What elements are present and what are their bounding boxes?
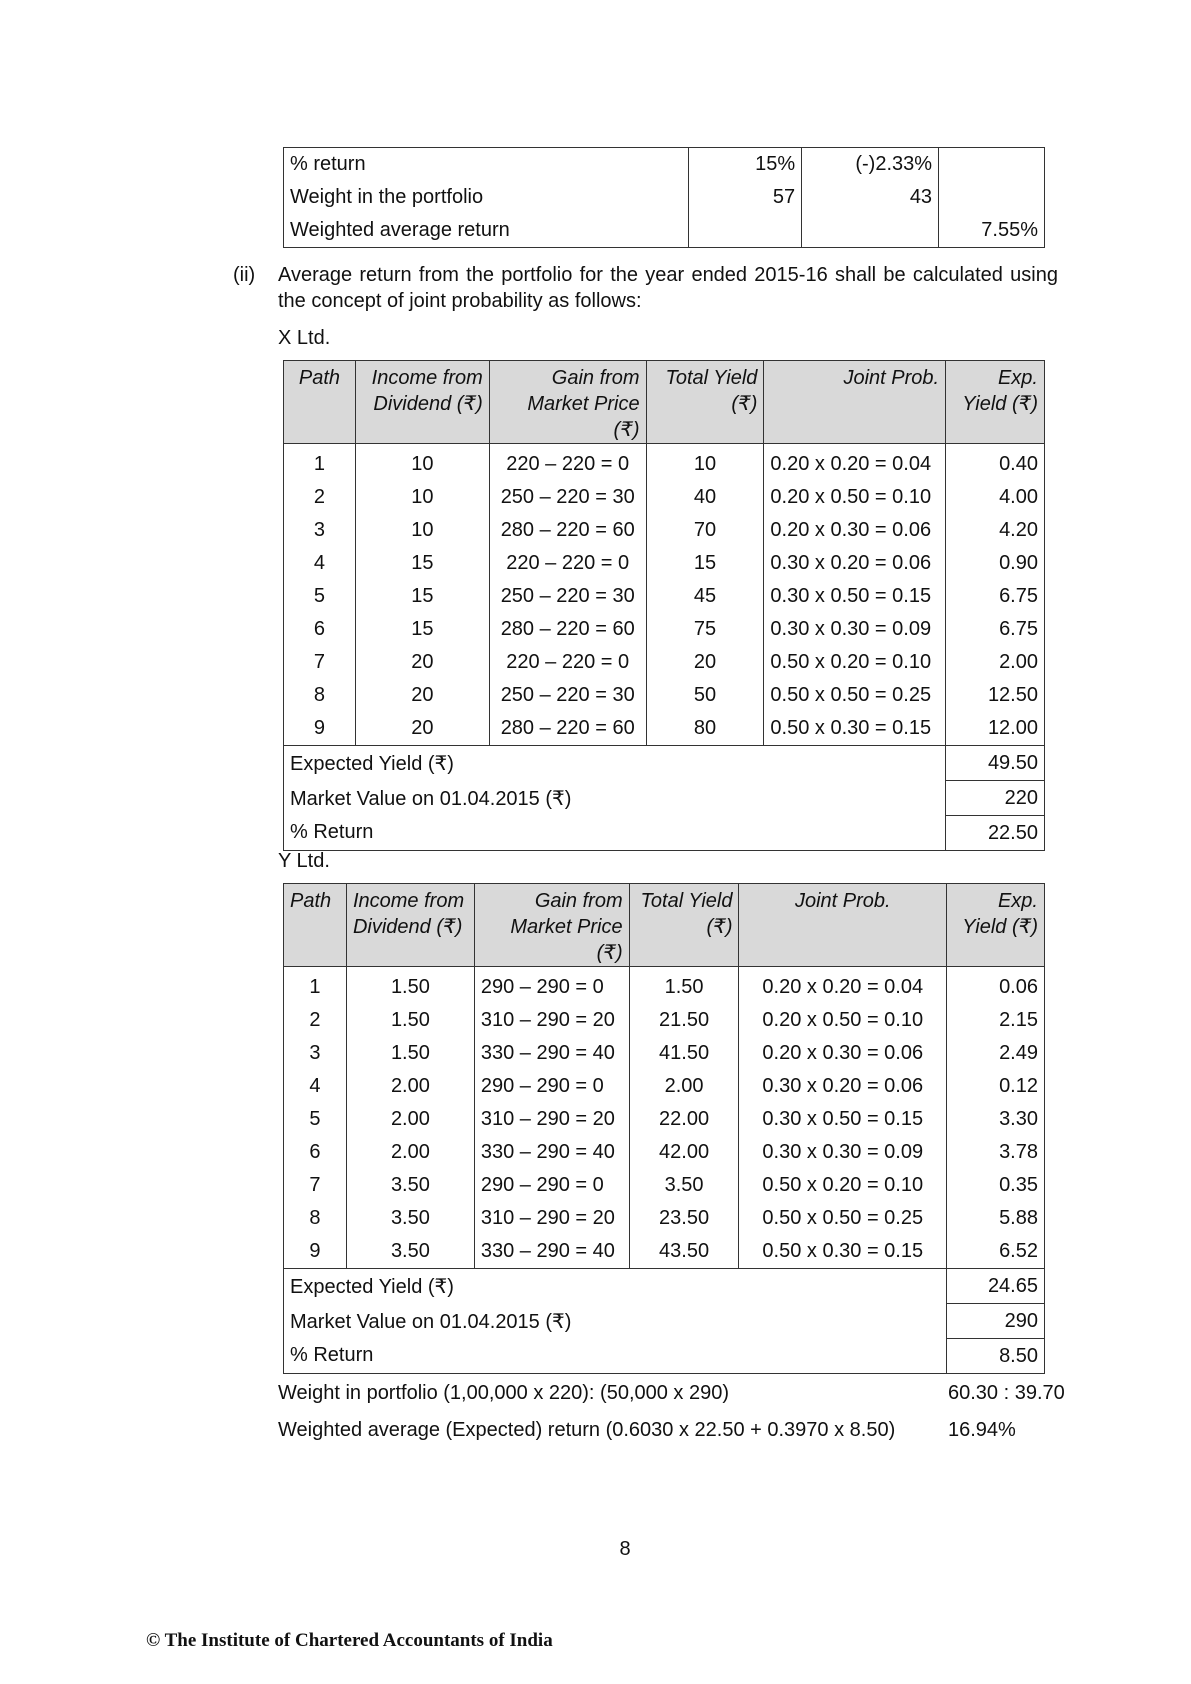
- x-cell: 250 – 220 = 30: [489, 481, 646, 514]
- y-cell: 0.50 x 0.20 = 0.10: [739, 1169, 947, 1202]
- y-ltd-row: [284, 1037, 1045, 1070]
- x-cell: 20: [355, 679, 489, 712]
- y-col-dividend: Income from Dividend (₹): [346, 884, 474, 967]
- y-ltd-row: [284, 1202, 1045, 1235]
- x-cell: 250 – 220 = 30: [489, 679, 646, 712]
- y-cell: 3.50: [346, 1202, 474, 1235]
- y-summary-label: Expected Yield (₹): [284, 1269, 947, 1304]
- x-cell: 40: [646, 481, 764, 514]
- portfolio-cell-label: Weight in the portfolio: [284, 181, 689, 214]
- x-cell: 280 – 220 = 60: [489, 514, 646, 547]
- y-cell: 3.78: [947, 1136, 1045, 1169]
- portfolio-cell-y: 43: [802, 181, 939, 214]
- x-cell: 4.20: [946, 514, 1045, 547]
- x-ltd-summary-row: [284, 816, 1045, 851]
- y-cell: 0.20 x 0.50 = 0.10: [739, 1004, 947, 1037]
- weighted-return-label: Weighted average (Expected) return (0.6030 x 22.50 + 0.3970 x 8.50): [278, 1419, 896, 1441]
- x-ltd-row: [284, 613, 1045, 646]
- y-cell: 2.00: [346, 1136, 474, 1169]
- x-col-dividend: Income from Dividend (₹): [355, 361, 489, 444]
- x-cell: 220 – 220 = 0: [489, 547, 646, 580]
- portfolio-cell-total: [939, 148, 1045, 182]
- weight-value: 60.30 : 39.70: [948, 1382, 1065, 1404]
- y-cell: 8: [284, 1202, 347, 1235]
- portfolio-return-table: [283, 147, 1045, 248]
- x-summary-label: % Return: [284, 816, 946, 851]
- y-cell: 3.30: [947, 1103, 1045, 1136]
- y-cell: 1.50: [629, 967, 739, 1005]
- y-cell: 6.52: [947, 1235, 1045, 1269]
- y-col-gain: Gain from Market Price (₹): [474, 884, 629, 967]
- y-cell: 21.50: [629, 1004, 739, 1037]
- y-ltd-title: Y Ltd.: [278, 850, 330, 872]
- y-cell: 42.00: [629, 1136, 739, 1169]
- x-cell: 6.75: [946, 613, 1045, 646]
- x-ltd-row: [284, 514, 1045, 547]
- x-summary-value: 220: [946, 781, 1045, 816]
- x-cell: 5: [284, 580, 356, 613]
- y-cell: 290 – 290 = 0: [474, 1169, 629, 1202]
- x-cell: 8: [284, 679, 356, 712]
- x-cell: 15: [355, 547, 489, 580]
- x-summary-value: 22.50: [946, 816, 1045, 851]
- x-cell: 6.75: [946, 580, 1045, 613]
- y-ltd-row: [284, 1235, 1045, 1269]
- section-marker: (ii): [233, 264, 256, 286]
- y-ltd-row: [284, 1070, 1045, 1103]
- y-ltd-table: [283, 883, 1045, 1374]
- x-summary-label: Expected Yield (₹): [284, 746, 946, 781]
- portfolio-cell-y: [802, 214, 939, 248]
- portfolio-cell-total: [939, 181, 1045, 214]
- y-cell: 2.00: [629, 1070, 739, 1103]
- x-ltd-summary-row: [284, 781, 1045, 816]
- x-ltd-row: [284, 646, 1045, 679]
- x-cell: 3: [284, 514, 356, 547]
- y-summary-value: 24.65: [947, 1269, 1045, 1304]
- x-col-path: Path: [284, 361, 356, 444]
- x-cell: 2: [284, 481, 356, 514]
- portfolio-row: [284, 148, 1045, 182]
- y-cell: 0.50 x 0.30 = 0.15: [739, 1235, 947, 1269]
- x-cell: 0.20 x 0.50 = 0.10: [764, 481, 946, 514]
- y-cell: 330 – 290 = 40: [474, 1235, 629, 1269]
- x-ltd-row: [284, 679, 1045, 712]
- portfolio-cell-x: 15%: [689, 148, 802, 182]
- y-ltd-row: [284, 1169, 1045, 1202]
- y-cell: 0.50 x 0.50 = 0.25: [739, 1202, 947, 1235]
- y-col-total: Total Yield (₹): [629, 884, 739, 967]
- x-cell: 7: [284, 646, 356, 679]
- y-cell: 1: [284, 967, 347, 1005]
- x-cell: 280 – 220 = 60: [489, 712, 646, 746]
- y-cell: 3.50: [346, 1235, 474, 1269]
- y-cell: 310 – 290 = 20: [474, 1103, 629, 1136]
- y-ltd-summary-row: [284, 1304, 1045, 1339]
- x-cell: 0.20 x 0.30 = 0.06: [764, 514, 946, 547]
- y-cell: 4: [284, 1070, 347, 1103]
- y-cell: 330 – 290 = 40: [474, 1136, 629, 1169]
- x-ltd-table: [283, 360, 1045, 851]
- x-ltd-row: [284, 712, 1045, 746]
- x-cell: 280 – 220 = 60: [489, 613, 646, 646]
- y-cell: 0.12: [947, 1070, 1045, 1103]
- x-cell: 10: [646, 444, 764, 482]
- x-cell: 0.50 x 0.50 = 0.25: [764, 679, 946, 712]
- x-cell: 15: [355, 613, 489, 646]
- y-cell: 310 – 290 = 20: [474, 1004, 629, 1037]
- y-cell: 5: [284, 1103, 347, 1136]
- x-cell: 1: [284, 444, 356, 482]
- x-summary-value: 49.50: [946, 746, 1045, 781]
- y-cell: 9: [284, 1235, 347, 1269]
- x-col-gain: Gain from Market Price (₹): [489, 361, 646, 444]
- y-ltd-summary-row: [284, 1269, 1045, 1304]
- portfolio-row: [284, 214, 1045, 248]
- x-cell: 4: [284, 547, 356, 580]
- x-cell: 0.50 x 0.20 = 0.10: [764, 646, 946, 679]
- x-cell: 0.90: [946, 547, 1045, 580]
- x-cell: 0.40: [946, 444, 1045, 482]
- x-cell: 10: [355, 481, 489, 514]
- x-cell: 6: [284, 613, 356, 646]
- x-ltd-summary-row: [284, 746, 1045, 781]
- portfolio-cell-y: (-)2.33%: [802, 148, 939, 182]
- y-ltd-summary-row: [284, 1339, 1045, 1374]
- x-col-total: Total Yield (₹): [646, 361, 764, 444]
- x-cell: 20: [355, 712, 489, 746]
- page-number: 8: [619, 1538, 631, 1560]
- y-cell: 0.20 x 0.20 = 0.04: [739, 967, 947, 1005]
- x-cell: 0.30 x 0.30 = 0.09: [764, 613, 946, 646]
- y-cell: 6: [284, 1136, 347, 1169]
- y-cell: 23.50: [629, 1202, 739, 1235]
- x-ltd-row: [284, 481, 1045, 514]
- x-cell: 15: [355, 580, 489, 613]
- x-cell: 10: [355, 514, 489, 547]
- x-cell: 0.50 x 0.30 = 0.15: [764, 712, 946, 746]
- y-summary-label: Market Value on 01.04.2015 (₹): [284, 1304, 947, 1339]
- y-summary-value: 8.50: [947, 1339, 1045, 1374]
- portfolio-cell-total: 7.55%: [939, 214, 1045, 248]
- y-cell: 3: [284, 1037, 347, 1070]
- x-ltd-row: [284, 580, 1045, 613]
- y-cell: 0.30 x 0.50 = 0.15: [739, 1103, 947, 1136]
- x-cell: 0.20 x 0.20 = 0.04: [764, 444, 946, 482]
- y-cell: 0.30 x 0.30 = 0.09: [739, 1136, 947, 1169]
- x-cell: 20: [355, 646, 489, 679]
- x-cell: 0.30 x 0.20 = 0.06: [764, 547, 946, 580]
- x-cell: 10: [355, 444, 489, 482]
- y-col-path: Path: [284, 884, 347, 967]
- y-cell: 290 – 290 = 0: [474, 1070, 629, 1103]
- x-col-exp: Exp. Yield (₹): [946, 361, 1045, 444]
- y-cell: 290 – 290 = 0: [474, 967, 629, 1005]
- y-cell: 43.50: [629, 1235, 739, 1269]
- x-col-joint: Joint Prob.: [764, 361, 946, 444]
- y-summary-value: 290: [947, 1304, 1045, 1339]
- x-cell: 4.00: [946, 481, 1045, 514]
- x-cell: 12.50: [946, 679, 1045, 712]
- y-cell: 2.15: [947, 1004, 1045, 1037]
- x-ltd-title: X Ltd.: [278, 327, 331, 349]
- y-cell: 0.20 x 0.30 = 0.06: [739, 1037, 947, 1070]
- y-col-joint: Joint Prob.: [739, 884, 947, 967]
- portfolio-cell-label: Weighted average return: [284, 214, 689, 248]
- y-cell: 2.00: [346, 1103, 474, 1136]
- x-cell: 0.30 x 0.50 = 0.15: [764, 580, 946, 613]
- y-cell: 7: [284, 1169, 347, 1202]
- x-cell: 75: [646, 613, 764, 646]
- y-cell: 0.35: [947, 1169, 1045, 1202]
- footer-copyright: © The Institute of Chartered Accountants of India: [146, 1630, 553, 1651]
- portfolio-cell-x: [689, 214, 802, 248]
- y-cell: 5.88: [947, 1202, 1045, 1235]
- y-cell: 1.50: [346, 967, 474, 1005]
- x-cell: 12.00: [946, 712, 1045, 746]
- x-cell: 80: [646, 712, 764, 746]
- portfolio-row: [284, 181, 1045, 214]
- x-summary-label: Market Value on 01.04.2015 (₹): [284, 781, 946, 816]
- y-cell: 2.00: [346, 1070, 474, 1103]
- x-cell: 45: [646, 580, 764, 613]
- portfolio-cell-x: 57: [689, 181, 802, 214]
- weighted-return-value: 16.94%: [948, 1419, 1016, 1441]
- x-cell: 9: [284, 712, 356, 746]
- x-cell: 2.00: [946, 646, 1045, 679]
- x-cell: 20: [646, 646, 764, 679]
- y-cell: 3.50: [346, 1169, 474, 1202]
- y-cell: 2.49: [947, 1037, 1045, 1070]
- y-cell: 0.06: [947, 967, 1045, 1005]
- x-cell: 15: [646, 547, 764, 580]
- y-cell: 22.00: [629, 1103, 739, 1136]
- x-cell: 70: [646, 514, 764, 547]
- y-cell: 310 – 290 = 20: [474, 1202, 629, 1235]
- x-cell: 50: [646, 679, 764, 712]
- section-text: Average return from the portfolio for the year ended 2015-16 shall be calculated using the concept of joint probability as follows:: [278, 264, 1058, 312]
- x-ltd-row: [284, 444, 1045, 482]
- x-cell: 220 – 220 = 0: [489, 444, 646, 482]
- y-summary-label: % Return: [284, 1339, 947, 1374]
- y-cell: 3.50: [629, 1169, 739, 1202]
- weight-label: Weight in portfolio (1,00,000 x 220): (50,000 x 290): [278, 1382, 730, 1404]
- y-cell: 1.50: [346, 1037, 474, 1070]
- y-ltd-row: [284, 1004, 1045, 1037]
- y-cell: 0.30 x 0.20 = 0.06: [739, 1070, 947, 1103]
- y-cell: 1.50: [346, 1004, 474, 1037]
- x-cell: 250 – 220 = 30: [489, 580, 646, 613]
- y-ltd-row: [284, 1136, 1045, 1169]
- y-cell: 2: [284, 1004, 347, 1037]
- y-cell: 330 – 290 = 40: [474, 1037, 629, 1070]
- y-cell: 41.50: [629, 1037, 739, 1070]
- x-cell: 220 – 220 = 0: [489, 646, 646, 679]
- y-col-exp: Exp. Yield (₹): [947, 884, 1045, 967]
- portfolio-cell-label: % return: [284, 148, 689, 182]
- x-ltd-row: [284, 547, 1045, 580]
- y-ltd-row: [284, 967, 1045, 1005]
- y-ltd-row: [284, 1103, 1045, 1136]
